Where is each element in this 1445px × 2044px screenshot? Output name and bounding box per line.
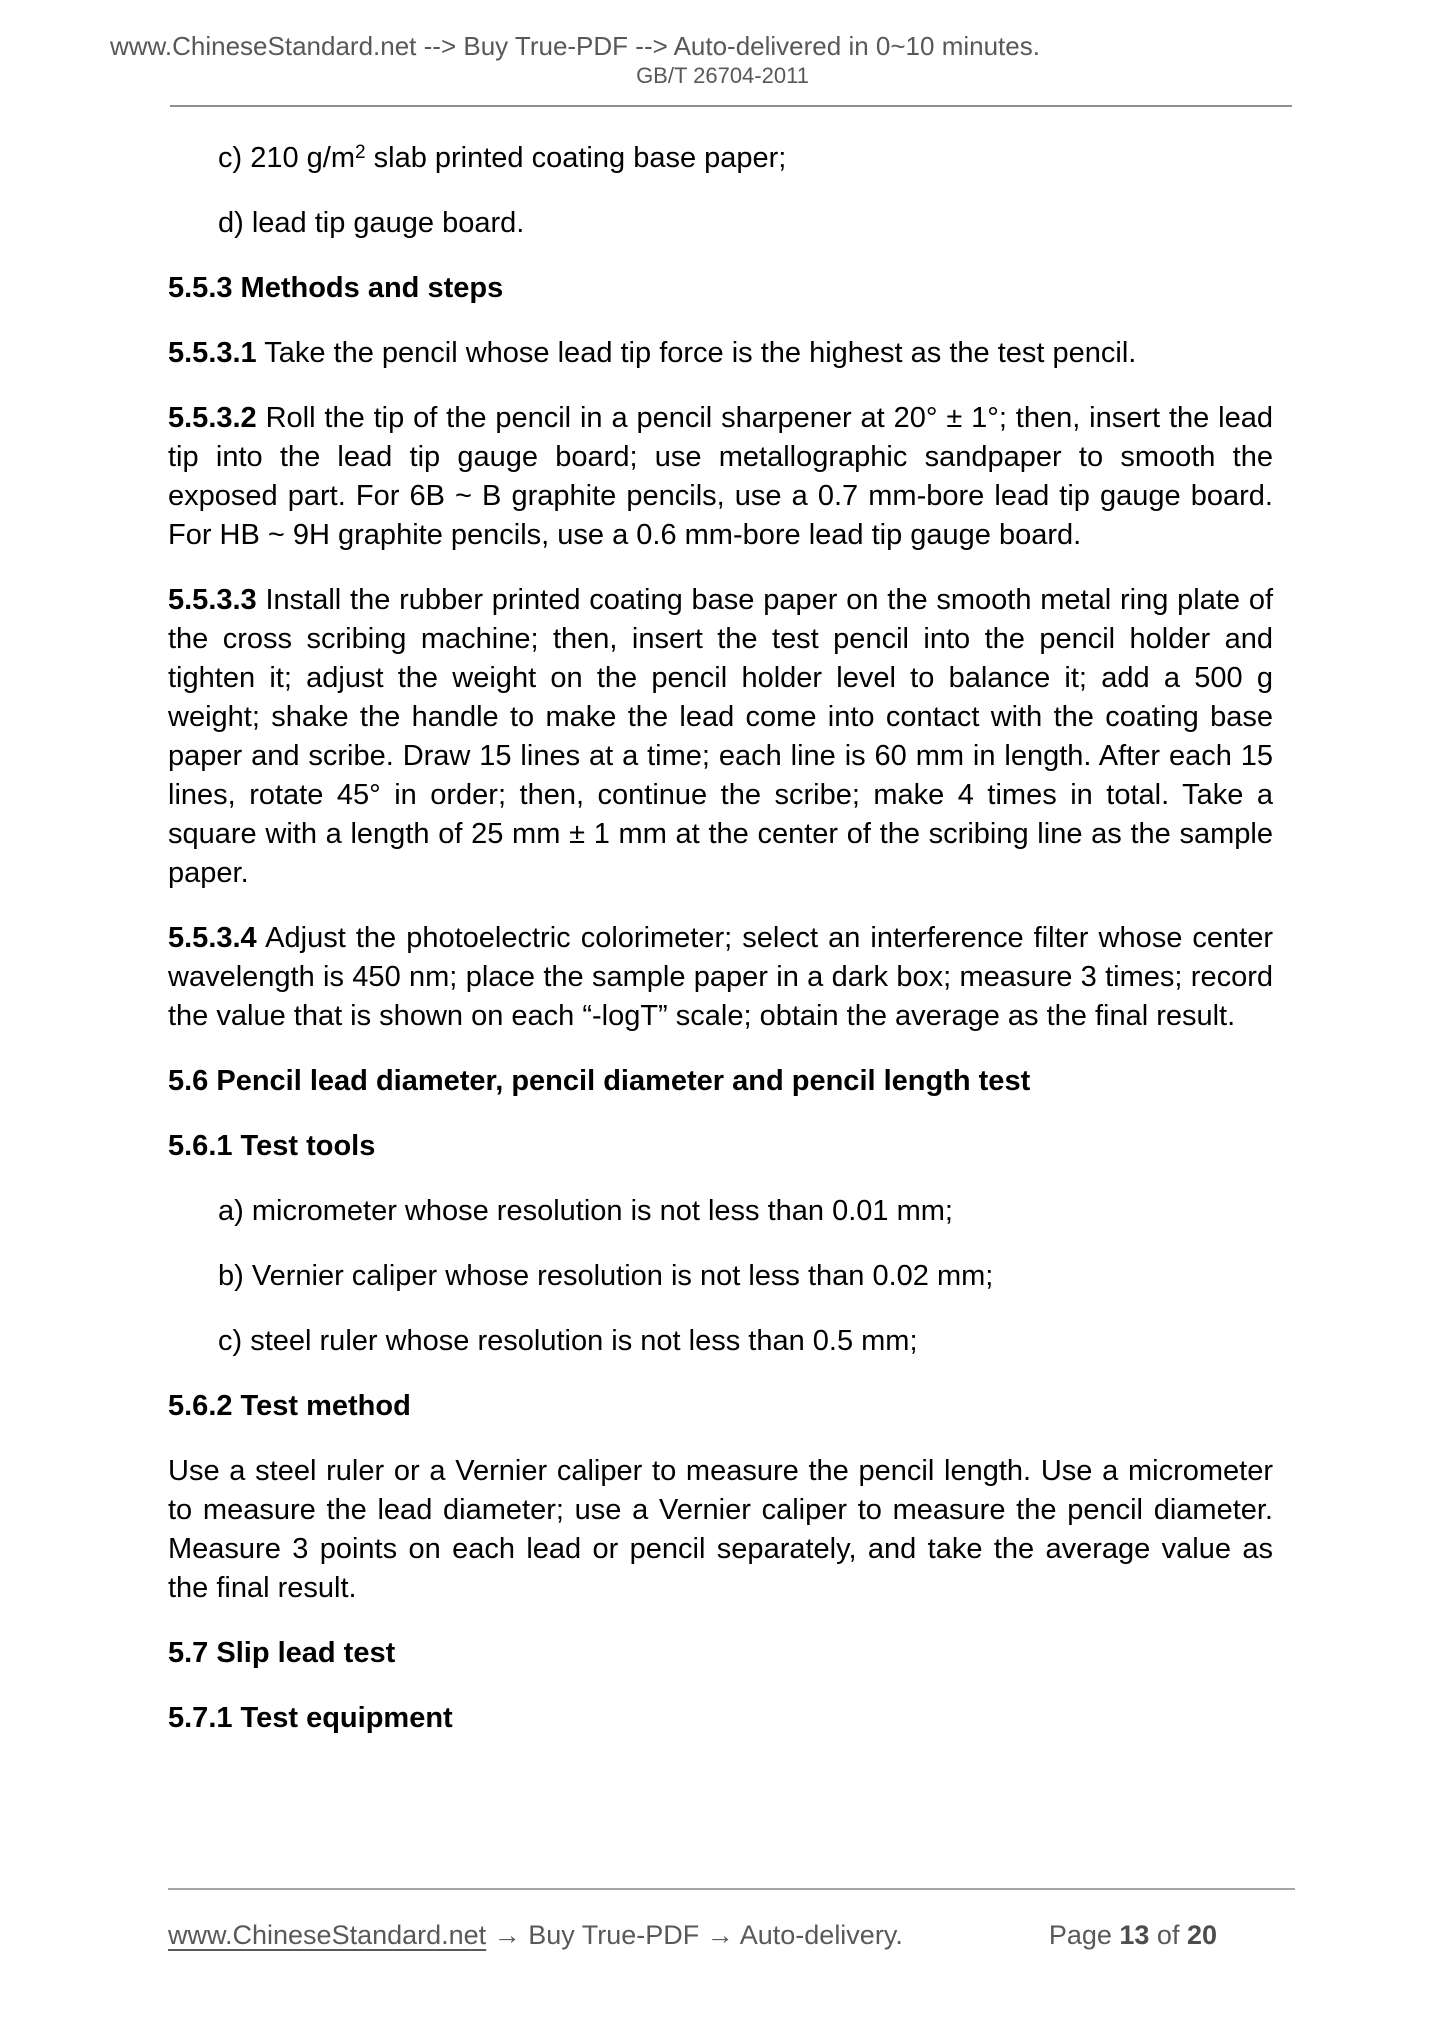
heading-5-6-2: 5.6.2 Test method [168,1390,411,1422]
heading-5-7-1: 5.7.1 Test equipment [168,1702,453,1734]
clause-number: 5.5.3.1 [168,337,257,369]
clause-text: Take the pencil whose lead tip force is the highest as the test pencil. [256,337,1137,369]
list-item-b-vernier-caliper: b) Vernier caliper whose resolution is not less than 0.02 mm; [218,1260,994,1292]
list-item-a-micrometer: a) micrometer whose resolution is not less than 0.01 mm; [218,1195,953,1227]
header-divider [170,105,1292,107]
clause-text: Install the rubber printed coating base paper on the smooth metal ring plate of the cross scribing machine; then, insert the test pencil into the pencil holder and tighten it; adjust the weight on the pencil holder level to balance it; add a 500 g weight; shake the handle to make the lead come into contact with the coating base paper and scribe. Draw 15 lines at a time; each line is 60 mm in length. After each 15 lines, rotate 45° in order; then, continue the scribe; make 4 times in total. Take a square with a length of 25 mm ± 1 mm at the center of the scribing line as the sample paper. [168,584,1273,889]
page-header [0,30,1445,107]
paragraph-5-5-3-1 [168,334,1273,373]
page-current: 13 [1119,1920,1150,1950]
footer-tagline-rest: → Buy True-PDF → Auto-delivery. [486,1920,903,1950]
page-total: 20 [1186,1920,1217,1950]
page-label: Page [1048,1920,1120,1950]
footer-tagline [168,1918,903,1952]
paragraph-5-5-3-3 [168,581,1273,893]
list-item-c-text: c) 210 g/m [218,142,355,174]
footer-divider [168,1888,1295,1890]
paragraph-5-5-3-2 [168,399,1273,555]
list-item-c-steel-ruler: c) steel ruler whose resolution is not less than 0.5 mm; [218,1325,918,1357]
clause-number: 5.5.3.4 [168,922,257,954]
clause-text: Adjust the photoelectric colorimeter; select an interference filter whose center wavelength is 450 nm; place the sample paper in a dark box; measure 3 times; record the value that is shown on each “-logT” scale; obtain the average as the final result. [168,922,1273,1032]
header-doc-number: GB/T 26704-2011 [636,63,809,88]
list-item-d-gauge-board: d) lead tip gauge board. [218,207,525,239]
header-site-line: www.ChineseStandard.net --> Buy True-PDF --> Auto-delivered in 0~10 minutes. [110,31,1040,61]
clause-text: Roll the tip of the pencil in a pencil sharpener at 20° ± 1°; then, insert the lead tip into the lead tip gauge board; use metallographic sandpaper to smooth the exposed part. For 6B ~ B graphite pencils, use a 0.7 mm-bore lead tip gauge board. For HB ~ 9H graphite pencils, use a 0.6 mm-bore lead tip gauge board. [168,402,1273,551]
document-body [168,139,1273,1738]
footer-site-link[interactable]: www.ChineseStandard.net [168,1920,487,1950]
page-footer [168,1888,1295,1952]
page-indicator [1049,1918,1295,1952]
page-of-label: of [1149,1920,1187,1950]
heading-5-6: 5.6 Pencil lead diameter, pencil diameter and pencil length test [168,1065,1031,1097]
clause-number: 5.5.3.2 [168,402,257,434]
heading-5-5-3: 5.5.3 Methods and steps [168,272,504,304]
paragraph-5-5-3-4 [168,919,1273,1036]
clause-number: 5.5.3.3 [168,584,257,616]
heading-5-7: 5.7 Slip lead test [168,1637,396,1669]
list-item-c-text-rest: slab printed coating base paper; [365,142,787,174]
paragraph-5-6-2-method: Use a steel ruler or a Vernier caliper to measure the pencil length. Use a micrometer to measure the lead diameter; use a Vernier caliper to measure the pencil diameter. Measure 3 points on each lead or pencil separately, and take the average value as the final result. [168,1455,1273,1604]
heading-5-6-1: 5.6.1 Test tools [168,1130,376,1162]
list-item-c-coating-paper [168,139,1273,178]
superscript-2: 2 [355,142,366,163]
